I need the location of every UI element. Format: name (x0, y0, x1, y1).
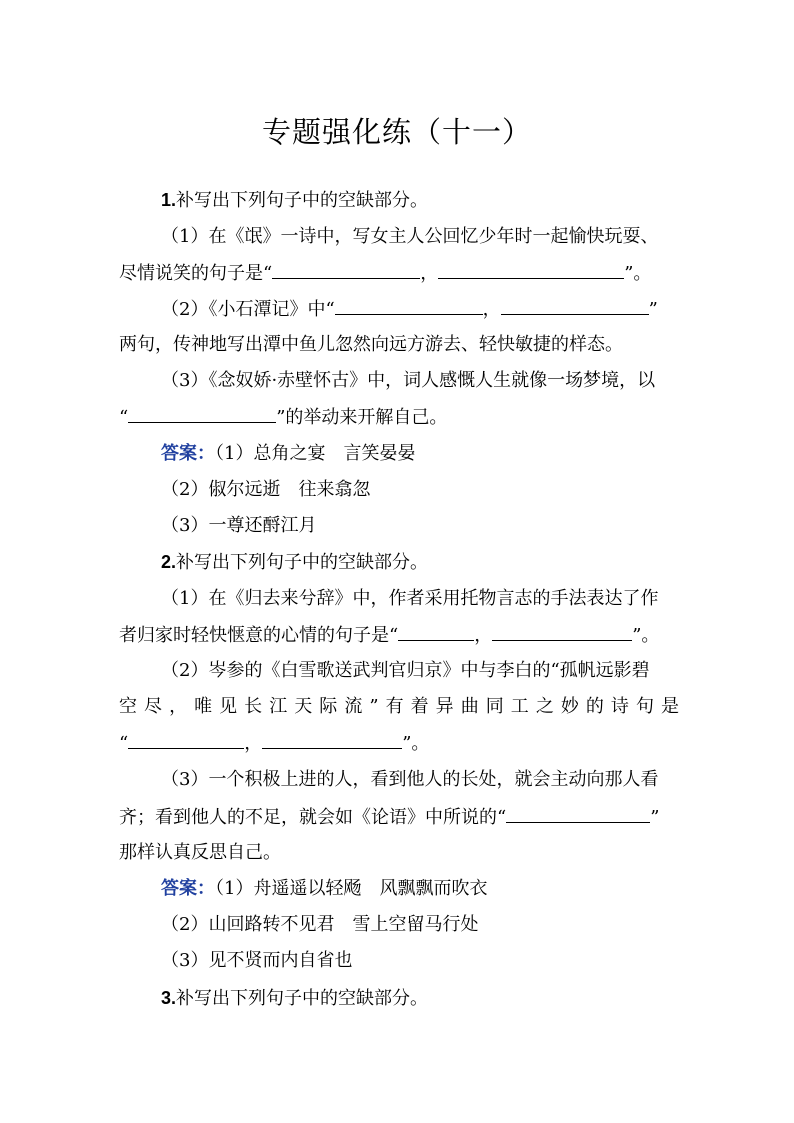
q1-s1-blank-2[interactable] (438, 260, 624, 279)
q2-s3-line2 (119, 804, 679, 831)
q3-heading-text: 补写出下列句子中的空缺部分。 (176, 988, 429, 1009)
q1-s1-line2 (119, 260, 679, 287)
q1-s3-text-b: ”的举动来开解自己。 (276, 407, 448, 428)
q1-s2-text-c: ” (648, 299, 658, 320)
q1-s3-line2 (119, 404, 679, 431)
q2-s1-text-b: ， (474, 625, 493, 646)
q1-s3-blank-1[interactable] (128, 404, 276, 423)
q2-s1-line2 (119, 622, 679, 649)
q1-s1-text-a: 尽情说笑的句子是“ (119, 263, 273, 284)
q1-answer-3: （3）一尊还酹江月 (161, 515, 317, 536)
q2-s1-blank-2[interactable] (492, 622, 632, 641)
q2-answer-3: （3）见不贤而内自省也 (161, 950, 353, 971)
q1-s1-text-b: ， (420, 263, 439, 284)
q2-s2-blank-2[interactable] (262, 730, 402, 749)
q1-s2-blank-1[interactable] (335, 296, 483, 315)
q2-answer-1-text: （1）舟遥遥以轻飏 风飘飘而吹衣 (215, 878, 488, 899)
q2-s2-text-b: ， (244, 733, 263, 754)
q2-s3-line1: （3）一个积极上进的人，看到他人的长处，就会主动向那人看 (161, 769, 659, 790)
q2-s3-text-b: ” (650, 807, 660, 828)
q1-answer-label: 答案： (161, 443, 215, 464)
q2-answer-label: 答案： (161, 878, 215, 899)
q2-s1-text-a: 者归家时轻快惬意的心情的句子是“ (119, 625, 399, 646)
q2-s2-text-a: “ (119, 733, 129, 754)
q2-s1-blank-1[interactable] (398, 622, 474, 641)
q3-number: 3. (161, 988, 177, 1008)
q2-s3-line3: 那样认真反思自己。 (119, 842, 281, 863)
q1-answer-2: （2）俶尔远逝 往来翕忽 (161, 479, 371, 500)
q1-s2-text-b: ， (482, 299, 501, 320)
q2-s2-line1: （2）岑参的《白雪歌送武判官归京》中与李白的“孤帆远影碧 (161, 660, 650, 681)
q1-s1-blank-1[interactable] (272, 260, 420, 279)
q1-number: 1. (161, 190, 177, 210)
page-title: 专题强化练（十一） (261, 115, 532, 149)
q2-s1-text-c: ”。 (632, 625, 660, 646)
q2-answer-2: （2）山回路转不见君 雪上空留马行处 (161, 914, 479, 935)
q1-s3-text-a: “ (119, 407, 129, 428)
q2-s2-line3 (119, 730, 679, 757)
q1-s2-line2: 两句，传神地写出潭中鱼儿忽然向远方游去、轻快敏捷的样态。 (119, 334, 623, 355)
q2-answer-1 (161, 876, 679, 902)
q1-heading-text: 补写出下列句子中的空缺部分。 (176, 190, 429, 211)
q2-s2-line2: 空尽，唯见长江天际流”有着异曲同工之妙的诗句是 (119, 696, 679, 717)
q1-s2-line1 (161, 296, 679, 323)
q1-answer-1 (161, 441, 679, 467)
q3-heading (161, 985, 679, 1012)
q2-s2-blank-1[interactable] (128, 730, 244, 749)
q2-number: 2. (161, 552, 177, 572)
q1-s2-text-a: （2）《小石潭记》中“ (161, 299, 335, 320)
q1-heading (161, 187, 679, 214)
q1-answer-1-text: （1）总角之宴 言笑晏晏 (215, 443, 416, 464)
q2-s3-blank-1[interactable] (506, 804, 650, 823)
q2-s2-text-c: ”。 (402, 733, 430, 754)
q1-s2-blank-2[interactable] (501, 296, 649, 315)
q2-s1-line1: （1）在《归去来兮辞》中，作者采用托物言志的手法表达了作 (161, 588, 659, 609)
q2-s3-text-a: 齐；看到他人的不足，就会如《论语》中所说的“ (119, 807, 507, 828)
q1-s1-text-c: ”。 (624, 263, 652, 284)
q1-s3-line1: （3）《念奴娇·赤壁怀古》中，词人感慨人生就像一场梦境，以 (161, 370, 656, 391)
q1-s1-line1: （1）在《氓》一诗中，写女主人公回忆少年时一起愉快玩耍、 (161, 226, 659, 247)
q2-heading (161, 549, 679, 576)
q2-heading-text: 补写出下列句子中的空缺部分。 (176, 552, 429, 573)
